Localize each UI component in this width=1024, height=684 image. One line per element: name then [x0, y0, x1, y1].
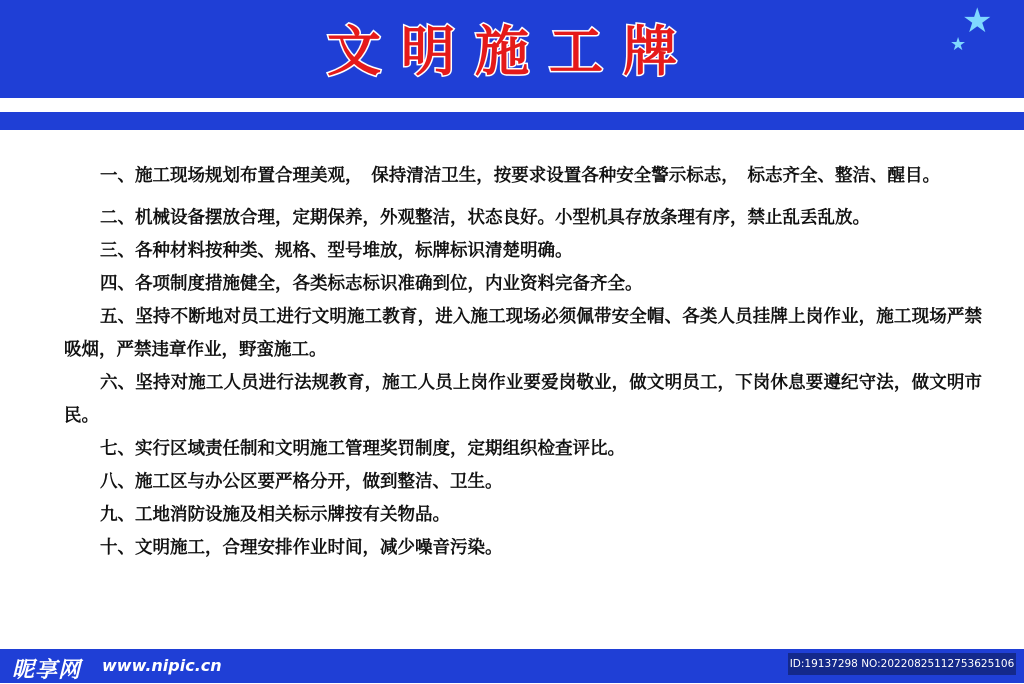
rule-item: 六、坚持对施工人员进行法规教育，施工人员上岗作业要爱岗敬业，做文明员工，下岗休息要遵纪守法，做文明市民。 [64, 373, 982, 426]
watermark-site: www.nipic.cn [102, 656, 222, 675]
watermark-logo: 昵享网 [12, 658, 82, 683]
header-band [0, 112, 1024, 130]
star-icon: ★ [950, 34, 967, 55]
rule-item: 九、工地消防设施及相关标示牌按有关物品。 [100, 505, 450, 525]
rule-item: 五、坚持不断地对员工进行文明施工教育，进入施工现场必须佩带安全帽、各类人员挂牌上岗作业，施工现场严禁吸烟，严禁违章作业，野蛮施工。 [64, 307, 982, 360]
rule-item: 十、文明施工，合理安排作业时间，减少噪音污染。 [100, 538, 503, 558]
watermark-id: ID:19137298 NO:20220825112753625106 [788, 653, 1016, 675]
rule-item: 一、施工现场规划布置合理美观， 保持清洁卫生，按要求设置各种安全警示标志， 标志齐全、整洁、醒目。 [100, 166, 940, 186]
rule-item: 四、各项制度措施健全，各类标志标识准确到位，内业资料完备齐全。 [100, 274, 643, 294]
rules-list [64, 150, 982, 565]
divider [0, 98, 1024, 112]
rule-item: 二、机械设备摆放合理，定期保养，外观整洁，状态良好。小型机具存放条理有序，禁止乱丢乱放。 [100, 208, 870, 228]
star-icon: ★ [962, 1, 993, 41]
rule-item: 七、实行区域责任制和文明施工管理奖罚制度，定期组织检查评比。 [100, 439, 625, 459]
rule-item: 八、施工区与办公区要严格分开，做到整洁、卫生。 [100, 472, 503, 492]
page-title: 文明施工牌 [327, 20, 697, 83]
rule-item: 三、各种材料按种类、规格、型号堆放，标牌标识清楚明确。 [100, 241, 573, 261]
